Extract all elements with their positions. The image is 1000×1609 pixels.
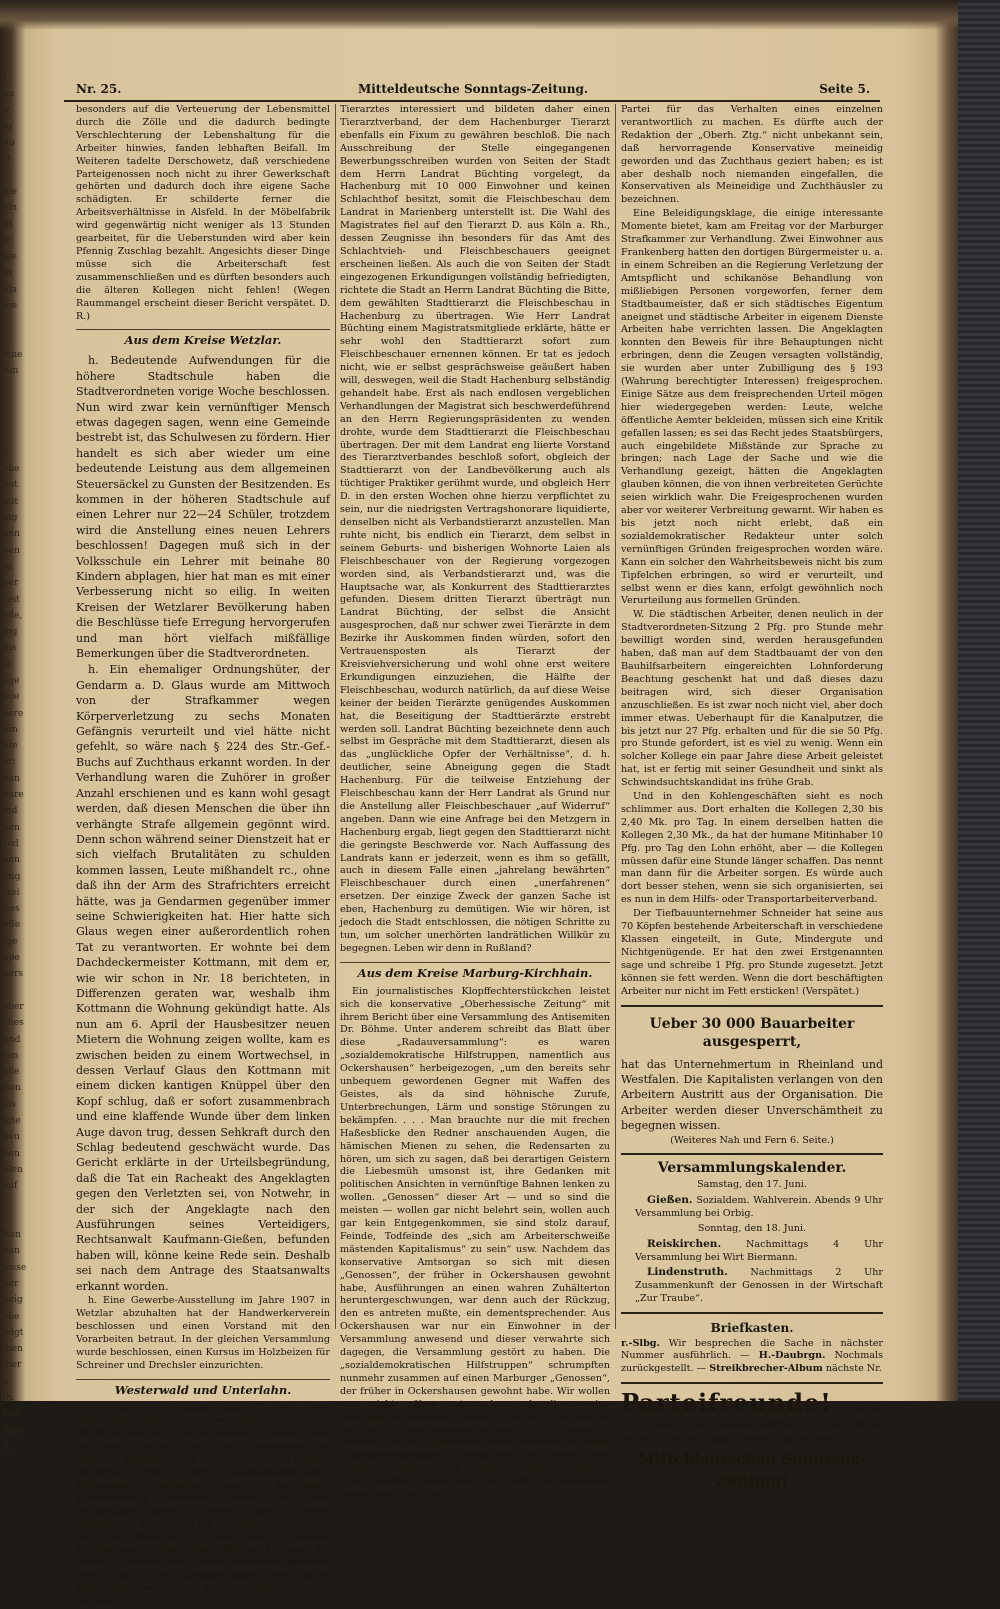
adjacent-page-fragment: ind bbox=[3, 806, 18, 817]
adjacent-page-fragment: ehe bbox=[3, 464, 20, 475]
adjacent-page-fragment: ben bbox=[3, 822, 20, 833]
adjacent-page-fragment: ften bbox=[3, 1230, 22, 1241]
adjacent-page-fragment: sed bbox=[3, 838, 19, 849]
appeal-title: Parteifreunde! bbox=[621, 1388, 832, 1418]
reply-name: Streikbrecher-Album bbox=[709, 1363, 823, 1375]
entry-text: Nachmittags 4 Uhr Versammlung bei Wirt Biermann. bbox=[635, 1239, 883, 1263]
column-3 bbox=[621, 104, 883, 1491]
section-heading: Aus dem Kreise Marburg-Kirchhain. bbox=[340, 962, 610, 980]
reply-text: Nochmals zurückgestellt. — bbox=[621, 1350, 883, 1375]
adjacent-page-fragment: je bbox=[3, 659, 12, 670]
article-paragraph: Und in den Kohlengeschäften sieht es noch schlimmer aus. Dort erhalten die Kollegen 2,30 bis 2,40 Mk. pro Tag. In einem derselben hatten die Kollegen 2,30 Mk., da hat der humane Mitinhaber 10 Pfg. pro Tag den Lohn erhöht, aber — die Kollegen müssen dafür eine Stunde länger schaffen. Das nennt man dann für die Arbeiter sorgen. Es würde auch dort besser stehen, wenn sie sich organisierten, sei es nun in dem Hilfs- oder Transportarbeiterverband. bbox=[621, 791, 883, 906]
adjacent-page-fragment: ift bbox=[3, 219, 13, 230]
adjacent-page-fragment: bat bbox=[3, 480, 18, 491]
article-paragraph: Partei für das Verhalten eines einzelnen verantwortlich zu machen. Es dürfte auch der Redaktion der „Oberh. Ztg.“ nicht unbekannt sein, daß hervorragende Konservative meineidig geworden und das Zuchthaus geziert haben; es ist aber deshalb noch niemanden eingefallen, die Konservativen als Meineidige und Zuchthäusler zu bezeichnen. bbox=[621, 104, 883, 206]
column-1 bbox=[76, 104, 330, 1608]
adjacent-page-fragment: ung bbox=[3, 871, 21, 882]
adjacent-page-fragment: l. bbox=[3, 333, 9, 344]
adjacent-page-fragment: ann bbox=[3, 529, 20, 540]
adjacent-page-fragment bbox=[3, 983, 26, 999]
adjacent-page-fragment: jeigt bbox=[3, 1327, 24, 1338]
calendar-entry bbox=[621, 1194, 883, 1221]
calendar-date: Sonntag, den 18. Juni. bbox=[697, 1223, 807, 1235]
adjacent-page-fragment: fg bbox=[3, 121, 13, 132]
letterbox-title: Briefkasten. bbox=[710, 1320, 794, 1335]
article-paragraph: h. Eine Gewerbe-Ausstellung im Jahre 1907 in Wetzlar abzuhalten hat der Handwerkerverein beschlossen und einen Vorstand mit den Vorarbeiten betraut. In der gleichen Versammlung wurde beschlossen, einen Kursus im Holzbeizen für Schreiner und Drechsler einzurichten. bbox=[76, 1295, 330, 1371]
newspaper-title: Mitteldeutsche Sonntags-Zeitung. bbox=[357, 82, 589, 96]
adjacent-page-fragment: ben bbox=[3, 545, 20, 556]
calendar-entry bbox=[621, 1266, 883, 1306]
adjacent-page-fragment bbox=[3, 429, 26, 445]
appeal-newspaper-name: Mitteldeutschen Sonntags-Zeitung! bbox=[638, 1450, 866, 1491]
entry-place: Reiskirchen. bbox=[647, 1238, 722, 1251]
adjacent-page-fragment: Bon bbox=[3, 1083, 21, 1094]
entry-place: Lindenstruth. bbox=[647, 1265, 728, 1278]
adjacent-page-fragment: mit bbox=[3, 496, 19, 507]
appeal-body bbox=[621, 1388, 883, 1446]
adjacent-page-fragment: auf bbox=[3, 1181, 18, 1192]
adjacent-page-fragment: ber bbox=[3, 1278, 19, 1289]
adjacent-page-fragment: ih. bbox=[3, 1393, 15, 1404]
adjacent-page-fragment: eber bbox=[3, 1001, 24, 1012]
party-appeal bbox=[621, 1382, 883, 1492]
adjacent-page-fragment: nisse bbox=[3, 1262, 27, 1273]
adjacent-page-fragment: eere bbox=[3, 708, 24, 719]
article-paragraph: Tierarztes interessiert und bildeten daher einen Tierarztverband, der dem Hachenburger Tierarzt ebenfalls ein Fixum zu gewähren beschloß. Die nach Ausschreibung der Stelle eingegangenen Bewerbungsschreiben wurden von Seiten der Stadt dem Herrn Landrat Büchting vorgelegt, da Hachenburg mit 10 000 Einwohner und keinen Schlachthof besitzt, somit die Fleischbeschau dem Landrat in Marienberg unterstellt ist. Die Wahl des Magistrates fiel auf den Tierarzt D. aus Köln a. Rh., dessen Zeugnisse ihn besonders für das Amt des Schlachtvieh- und Fleischbeschauers geeignet erscheinen ließen. Als auch die von Seiten der Stadt eingezogenen Erkundigungen vollständig befriedigten, richtete die Stadt an Herrn Landrat Büchting die Bitte, dem gewählten Stadttierarzt die Fleischbeschau in Hachenburg zu übertragen. Wie Herr Landrat Büchting einem Magistratsmitgliede erklärte, hätte er sehr wohl den Stadttierarzt sofort zum Fleischbeschauer ernennen können. Er tat es jedoch nicht, wie er selbst gesprächsweise geäußert haben will, deswegen, weil die Stadt Hachenburg selbständig gehandelt habe. Erst als nach endlosen vergeblichen Verhandlungen der Magistrat sich beschwerdeführend an den Herrn Regierungspräsidenten zu wenden drohte, wurde dem Stadttierarzt die Fleischbeschau übertragen. Der mit dem Landrat eng liierte Vorstand des Tierarztverbandes beschloß sofort, obgleich der Stadttierarzt von der Landbevölkerung auch als tüchtiger Praktiker gerühmt wurde, und obgleich Herr D. in den ersten Wochen ohne hierzu verpflichtet zu sein, nur die niedrigsten Vertragshonorare liquidierte, denselben nicht als Verbandstierarzt anzustellen. Man ruhte nicht, bis endlich ein Tierarzt, dem selbst in seinem Geburts- und bisherigen Wohnorte Laien als Fleischbeschauer von der Regierung vorgezogen worden sind, als Verbandstierarzt und, was die Hauptsache war, als Konkurrent des Stadttierarztes gefunden. Diesem dritten Tierarzt überträgt nun Landrat Büchting, der selbst die Ansicht ausgesprochen, daß nur schwer zwei Tierärzte in dem Bezirke ihr Auskommen finden würden, sofort den Vertrauensposten als Tierarzt der Kreisviehversicherung und wohl ohne erst weitere Erkundigungen einzuziehen, die Hälfte der Fleischbeschau, wodurch natürlich, da auf diese Weise keiner der beiden Tierärzte genügendes Auskommen hat, die Beseitigung der Stadttierärzte erstrebt werden soll. Landrat Büchting bezeichnete denn auch selbst im Gespräche mit dem Stadttierarzt, diesen als das „unglückliche Opfer der Verhältnisse“, d. h. deutlicher, seine Abneigung gegen die Stadt Hachenburg. Für die teilweise Entziehung der Fleischbeschau kann der Herr Landrat als Grund nur die Anstellung aller Fleischbeschauer „auf Widerruf“ angeben. Dann wie eine Anfrage bei den Metzgern in Hachenburg ergab, liegt gegen den Stadttierarzt nicht die geringste Beschwerde vor. Nach Auffassung des Landrats kann er jederzeit, wenn es ihm so gefällt, auch in diesem Falle einen „jahrelang bewährten“ Fleischbeschauer durch einen „unerfahrenen“ ersetzen. Der einzige Zweck der ganzen Sache ist eben, Hachenburg zu demütigen. Wie wir hören, ist jedoch die Stadt entschlossen, die nötigen Schritte zu tun, um solcher unerhörten landrätlichen Willkür zu begegnen. Leben wir denn in Rußland? bbox=[340, 104, 610, 954]
adjacent-page-fragment: ren bbox=[3, 1050, 19, 1061]
adjacent-page-fragment bbox=[3, 1211, 26, 1227]
adjacent-page-fragment: ir: bbox=[3, 235, 14, 246]
adjacent-page-fragment: ten bbox=[3, 724, 18, 735]
entry-text: Sozialdem. Wahlverein. Abends 9 Uhr Versammlung bei Orbig. bbox=[635, 1195, 883, 1220]
adjacent-page-fragment: ein bbox=[3, 203, 18, 214]
adjacent-page-fragment: ulen bbox=[3, 1164, 23, 1175]
reply-text: nächste Nr. bbox=[825, 1363, 882, 1375]
adjacent-page-fragment: ppe bbox=[3, 953, 20, 964]
adjacent-page-fragment: beig bbox=[3, 1295, 23, 1306]
meeting-calendar bbox=[621, 1153, 883, 1305]
page-number: Seite 5. bbox=[819, 82, 870, 96]
calendar-title: Versammlungskalender. bbox=[657, 1160, 847, 1177]
adjacent-page-fragment bbox=[3, 314, 26, 330]
adjacent-page-fragment: Ein bbox=[3, 366, 19, 377]
article-paragraph: W. Die städtischen Arbeiter, denen neulich in der Stadtverordneten-Sitzung 2 Pfg. pro Stunde mehr bewilligt worden sind, werden herausgefunden haben, daß man auf dem Stadtbauamt der von den Bauhilfsarbeitern eingereichten Lohnforderung Beachtung geschenkt hat und daß dieses dazu beitragen wird, sich dieser Organisation anzuschließen. Es ist zwar noch nicht viel, aber doch immer etwas. Ueberhaupt für die Kanalputzer, die bis jetzt nur 27 Pfg. erhalten und für die sie 50 Pfg. pro Stunde gefordert, ist es viel zu wenig. Wenn ein solcher Kollege ein paar Jahre diese Arbeit geleistet hat, ist er fertig mit seiner Gesundheit und sinkt als Schwindsuchtskandidat ins frühe Grab. bbox=[621, 609, 883, 789]
calendar-entry bbox=[621, 1238, 883, 1265]
adjacent-page-fragment: als bbox=[3, 1099, 16, 1110]
adjacent-page-fragment: igte bbox=[3, 1116, 21, 1126]
column-2 bbox=[340, 104, 610, 1501]
adjacent-page-fragment bbox=[3, 396, 26, 412]
adjacent-page-fragment bbox=[3, 1194, 26, 1210]
adjacent-page-fragment: lite bbox=[3, 741, 18, 752]
article-paragraph: Ein journalistisches Klopffechterstückchen leistet sich die konservative „Oberhessische Zeitung“ mit ihrem Bericht über eine Versammlung des Antisemiten Dr. Böhme. Unter anderem schreibt das Blatt über diese „Radauversammlung“: es waren „sozialdemokratische Hilfstruppen, namentlich aus Ockershausen“ herbeigezogen, „um den bereits sehr unbequem gewordenen Gegner mit Waffen des Geistes, als da sind höhnische Zurufe, Unterbrechungen, Lärm und sonstige Störungen zu bekämpfen. . . . Man brauchte nur die mit frechen Haßesblicke den Redner anschauenden Augen, die hämischen Mienen zu sehen, die Redensarten zu hören, um sich zu sagen, daß bei derartigen Geistern die Liebesmüh umsonst ist, ihre Gedanken mit politischen Ansichten in vernünftige Bahnen lenken zu wollen. „Genossen“ dieser Art — und so sind die meisten — wollen gar nicht belehrt sein, wollen auch gar kein Entgegenkommen, sie sind stolz darauf, Feinde, Todfeinde des „sich am Arbeiterschweiße mästenden Kapitalismus“ zu sein“ usw. Nachdem das konservative Amtsorgan so sich mit diesen „Genossen“, der früher in Ockershausen gewohnt habe, Ausführungen an einen wahren Zuhälterton heruntergeschwungen, war denn auch der Rückzug, den es antreten mußte, ein dementsprechender. Aus Ockershausen war nur ein Einwohner in der Versammlung anwesend und dieser verwahrte sich dagegen, die Versammlung gestört zu haben. Die „sozialdemokratischen Hilfstruppen“ schrumpften nunmehr zusammen auf einen Marburger „Genossen“, der früher in Ockershausen gewohnt habe. Wir wollen nun nicht näher untersuchen, ob dieser eine Versammlungsbesucher wirklich ein Parteigenosse ist und der Versammlungsleiter wirklich so gutmütig gewesen ist, die Störungen eines einzelnen zu einer „Radauversammlung“ auswachsen zu lassen, wir müssen es aber als eine unehrliche, dem antiquierten Tone allerdings vollständig angepaßte Kampfesweise bezeichnen, eine ganze bbox=[340, 985, 610, 1501]
adjacent-page-fragment: gier bbox=[3, 1360, 22, 1371]
appeal-text: Bemüht Euch stets nach besten Kräften für die immer weitere Verbreitung Eueres Blattes, der bbox=[621, 1402, 883, 1446]
adjacent-page-fragment bbox=[3, 168, 26, 184]
letterbox bbox=[621, 1312, 883, 1377]
article-paragraph: Der Tiefbauunternehmer Schneider hat seine aus 70 Köpfen bestehende Arbeiterschaft in verschiedene Klassen eingeteilt, in Gute, Mindergute und Nichtgenügende. Er hat den zwei Erstgenannten sage und schreibe 1 Pfg. pro Stunde zugesetzt. Jetzt können sie fett werden. Wenn die dort beschäftigten Arbeiter nur nicht im Fett ersticken! (Verspätet.) bbox=[621, 908, 883, 997]
adjacent-page-fragment: per bbox=[3, 578, 19, 589]
adjacent-page-fragment: leie bbox=[3, 692, 20, 703]
adjacent-page-fragment: en bbox=[3, 89, 15, 100]
adjacent-page-fragment: ebe bbox=[3, 1311, 20, 1322]
section-heading: Westerwald und Unterlahn. bbox=[76, 1379, 330, 1397]
adjacent-page-margin bbox=[0, 70, 27, 1452]
adjacent-page-fragment: ige bbox=[3, 252, 17, 263]
reply-name: H.-Daubrgn. bbox=[758, 1350, 826, 1362]
entry-text: Nachmittags 2 Uhr Zusammenkunft der Genossen in der Wirtschaft „Zur Traube“. bbox=[635, 1266, 883, 1304]
adjacent-page-fragment: er: bbox=[3, 757, 16, 768]
letterbox-entries bbox=[621, 1338, 883, 1377]
adjacent-page-fragment: alle bbox=[3, 1067, 20, 1078]
adjacent-page-fragment: ige bbox=[3, 301, 17, 312]
adjacent-page-fragment: ben bbox=[3, 773, 20, 784]
notice-headline: Ueber 30 000 Bauarbeiter ausgesperrt, bbox=[649, 1015, 855, 1050]
issue-number: Nr. 25. bbox=[76, 82, 122, 96]
adjacent-page-fragment: f. bbox=[3, 73, 9, 83]
lockout-notice bbox=[621, 1005, 883, 1148]
adjacent-page-fragment: ben bbox=[3, 1148, 20, 1159]
adjacent-page-fragment: bare bbox=[3, 790, 24, 801]
adjacent-page-fragment: hie bbox=[3, 187, 18, 198]
page-header bbox=[76, 82, 870, 100]
adjacent-page-fragment: age bbox=[3, 675, 20, 686]
header-rule bbox=[64, 100, 880, 102]
adjacent-page-fragment: rt bbox=[3, 154, 11, 165]
reply-text: Wir besprechen die Sache in nächster Nummer ausführlich. — bbox=[621, 1337, 883, 1362]
adjacent-page-fragment: ä: bbox=[3, 447, 12, 458]
section-heading: Aus dem Kreise Wetzlar. bbox=[76, 329, 330, 347]
adjacent-page-fragment: ann bbox=[3, 855, 20, 866]
article-paragraph: h. Bedeutende Aufwendungen für die höhere Stadtschule haben die Stadtverordneten vorige Woche beschlossen. Nun wird zwar kein vernünftiger Mensch etwas dagegen sagen, wenn eine Gemeinde bestrebt ist, das Schulwesen zu fördern. Hier handelt es sich aber wieder um eine bedeutende Leistung aus dem allgemeinen Steuersäckel zu Gunsten der Besitzenden. Es kommen in der höheren Stadtschule auf einen Lehrer nur 22—24 Schüler, trotzdem wird die Anstellung eines neuen Lehrers beschlossen! Dagegen muß sich in der Volksschule ein Lehrer mit beinahe 80 Kindern abplagen, hier hat man es mit einer Verbesserung nicht so eilig. In weiten Kreisen der Wetzlarer Bevölkerung haben die Beschlüsse tiefe Erregung hervorgerufen und man hört vielfach mißfällige Bemerkungen über die Stadtverordneten. bbox=[76, 354, 330, 661]
adjacent-page-fragment: ift bbox=[3, 268, 13, 279]
adjacent-page-fragment: ir bbox=[3, 105, 11, 116]
calendar-date: Samstag, den 17. Juni. bbox=[697, 1179, 807, 1191]
adjacent-page-fragment: Bes bbox=[3, 904, 20, 915]
article-paragraph: t. Landrat und Stadtgemeinde. Zu dem schon früher berichteten Zwiste zwischen dem Landrat Büchting und der Stadt Hachenburg erfahren wir noch des Näheren: Als nach der Pensionierung des früheren Kreistierarztes auf Wunsch des Landrats Büchting trotz der Gegenbestrebungen Hachenburgs, Marienberg zum Sitz des neuen Kreistierarztes bestimmt wurde, sah sich Hachenburg genötigt, selbst einen Tierarzt anzustellen, da ein Laie als Fleischbeschauer nicht nur von Nachteil für die Fleisch essende Bevölkerung, sondern auch für die Metzger, die Fleisch in bedeutender Menge ausführen, gewesen wäre. Auch die Landgemeinden des Amtes Hachenburg waren an der Niederlassung eines zweiten bbox=[76, 1402, 330, 1608]
article-continuation: besonders auf die Verteuerung der Lebensmittel durch die Zölle und die dadurch bedingte Verschlechterung der Lebenshaltung für die Arbeiter hinwies, fanden lebhaften Beifall. Im Weiteren tadelte Derschowetz, daß verschiedene Parteigenossen noch nicht zu ihrer Gewerkschaft gehörten und dadurch doch ihre eigene Sache schädigten. Er schilderte ferner die Arbeitsverhältnisse in Alsfeld. In der Möbelfabrik wird gegenwärtig nicht weniger als 13 Stunden gearbeitet, für die Ueberstunden wird aber kein Pfennig Zuschlag bezahlt. Angesichts dieser Dinge müsse sich die Arbeiterschaft fest zusammenschließen und es dürften besonders auch die älteren Kollegen nicht fehlen! (Wegen Raummangel erscheint dieser Bericht verspätet. D. R.) bbox=[76, 104, 330, 322]
adjacent-page-fragment: und bbox=[3, 1034, 21, 1045]
column-divider bbox=[615, 104, 616, 1329]
adjacent-page-fragment: ede, bbox=[3, 610, 23, 621]
adjacent-page-fragment: ig. bbox=[3, 561, 15, 572]
adjacent-page-fragment: den bbox=[3, 1246, 20, 1257]
notice-reference: (Weiteres Nah und Fern 6. Seite.) bbox=[670, 1134, 834, 1146]
column-divider bbox=[335, 104, 336, 1329]
adjacent-page-fragment: a bbox=[3, 1376, 9, 1387]
adjacent-page-fragment bbox=[3, 380, 26, 396]
adjacent-page-fragment: ifo bbox=[3, 138, 15, 149]
article-paragraph: h. Ein ehemaliger Ordnungshüter, der Gendarm a. D. Glaus wurde am Mittwoch von der Strafkammer wegen Körperverletzung zu sechs Monaten Gefängnis verurteilt und viel hätte nicht gefehlt, so wäre nach § 224 des Str.-Gef.-Buchs auf Zuchthaus erkannt worden. In der Verhandlung waren die Zuhörer in großer Anzahl erschienen und es kann wohl gesagt werden, daß diesen Menschen die über ihn verhängte Strafe allgemein gegönnt wird. Denn schon während seiner Dienstzeit hat er sich vielfach Brutalitäten zu schulden kommen lassen, Leute mißhandelt rc., ohne daß ihn der Arm des Strafrichters erreicht hätte, was ja Gendarmen gegenüber immer seine Schwierigkeiten hat. Hier hatte sich Glaus wegen einer außerordentlich rohen Tat zu verantworten. Er wohnte bei dem Dachdeckermeister Kottmann, mit dem er, wie wir schon in Nr. 18 berichteten, in Differenzen geraten war, weshalb ihm Kottmann die Wohnung gekündigt hatte. Als nun am 6. April der Hausbesitzer neuen Mietern die Wohnung zeigen wollte, kam es zwischen beiden zu einem Wortwechsel, in dessen Verlauf Glaus den Kottmann mit einem dicken kantigen Knüppel über den Kopf schlug, daß er sofort zusammenbrach und eine klaffende Wunde über dem linken Auge davon trug, dessen Sehkraft durch den Schlag bedeutend geschwächt wurde. Das Gericht erklärte in der Urteilsbegründung, daß die Tat ein Racheakt des Angeklagten gegen den Verletzten sei, von Notwehr, in der sich der Angeklagte nach den Ausführungen seines Verteidigers, Rechtsanwalt Kaufmann-Gießen, befunden haben will, könne keine Rede sein. Deshalb sei nach dem Antrage des Staatsanwalts erkannt worden. bbox=[76, 663, 330, 1293]
adjacent-page-fragment: ida bbox=[3, 284, 18, 295]
adjacent-page-fragment: lunt bbox=[3, 1409, 22, 1420]
adjacent-page-fragment: ceit bbox=[3, 594, 20, 605]
adjacent-page-fragment: dis bbox=[3, 643, 17, 654]
notice-body: hat das Unternehmertum in Rheinland und Westfalen. Die Kapitalisten verlangen von den Arbeitern Austritt aus der Organisation. Die Arbeiter werden dieser Unverschämtheit zu begegnen wissen. bbox=[621, 1057, 883, 1133]
adjacent-page-fragment: ners bbox=[3, 969, 24, 980]
entry-place: Gießen. bbox=[647, 1194, 693, 1207]
adjacent-page-fragment: hdie bbox=[3, 1425, 23, 1436]
adjacent-page-fragment: tzei bbox=[3, 887, 20, 898]
adjacent-page-fragment: iben bbox=[3, 1344, 23, 1355]
adjacent-page-fragment: gen bbox=[3, 1132, 20, 1143]
adjacent-page-fragment: fge bbox=[3, 936, 18, 947]
adjacent-page-fragment: ches bbox=[3, 1018, 24, 1029]
adjacent-page-fragment: b, bbox=[3, 1441, 12, 1452]
article-paragraph: Eine Beleidigungsklage, die einige interessante Momente bietet, kam am Freitag vor der Marburger Strafkammer zur Verhandlung. Zwei Einwohner aus Frankenberg hatten den dortigen Bürgermeister u. a. in einem Schreiben an die Regierung Verletzung der Amtspflicht und schikanöse Behandlung von mißliebigen Personen vorgeworfen, ferner dem Stadtbaumeister, daß er sich städtisches Eigentum aneignet und städtische Arbeiter in eigenem Dienste Arbeiten habe verrichten lassen. Die Angeklagten konnten den Beweis für ihre Behauptungen nicht erbringen, denn die Zeugen versagten vollständig, sie wurden aber unter Zubilligung des § 193 (Wahrung berechtigter Interessen) freigesprochen. Einige Sätze aus dem freisprechenden Urteil mögen hier wiedergegeben werden: Leute, welche öffentliche Aemter bekleiden, müssen sich eine Kritik gefallen lassen; es sei das Recht jedes Staatsbürgers, auch eingebildete Mißstände zur Sprache zu bringen; nach Lage der Sache und wie die Verhandlung gezeigt, hätten die Angeklagten glauben können, die von ihnen verbreiteten Gerüchte seien wirklich wahr. Die Freigesprochenen wurden aber vor weiterer Verbreitung gewarnt. Wir haben es bis jetzt noch nicht erlebt, daß ein sozialdemokratischer Redakteur unter solch vernünftigen Gründen freigesprochen worden wäre. Kann ein solcher den Wahrheitsbeweis nicht bis zum Tipfelchen erbringen, so wird er verurteilt, und selbst wenn er dies kann, erfolgt gewöhnlich noch Verurteilung aus formellen Gründen. bbox=[621, 208, 883, 607]
adjacent-page-fragment: ing bbox=[3, 627, 18, 638]
adjacent-page-fragment: offe bbox=[3, 920, 21, 931]
book-spine bbox=[958, 0, 1000, 1401]
adjacent-page-fragment: eine bbox=[3, 350, 23, 361]
adjacent-page-fragment bbox=[3, 412, 26, 428]
adjacent-page-fragment: ing bbox=[3, 513, 18, 524]
reply-name: r.-Slbg. bbox=[621, 1337, 660, 1349]
